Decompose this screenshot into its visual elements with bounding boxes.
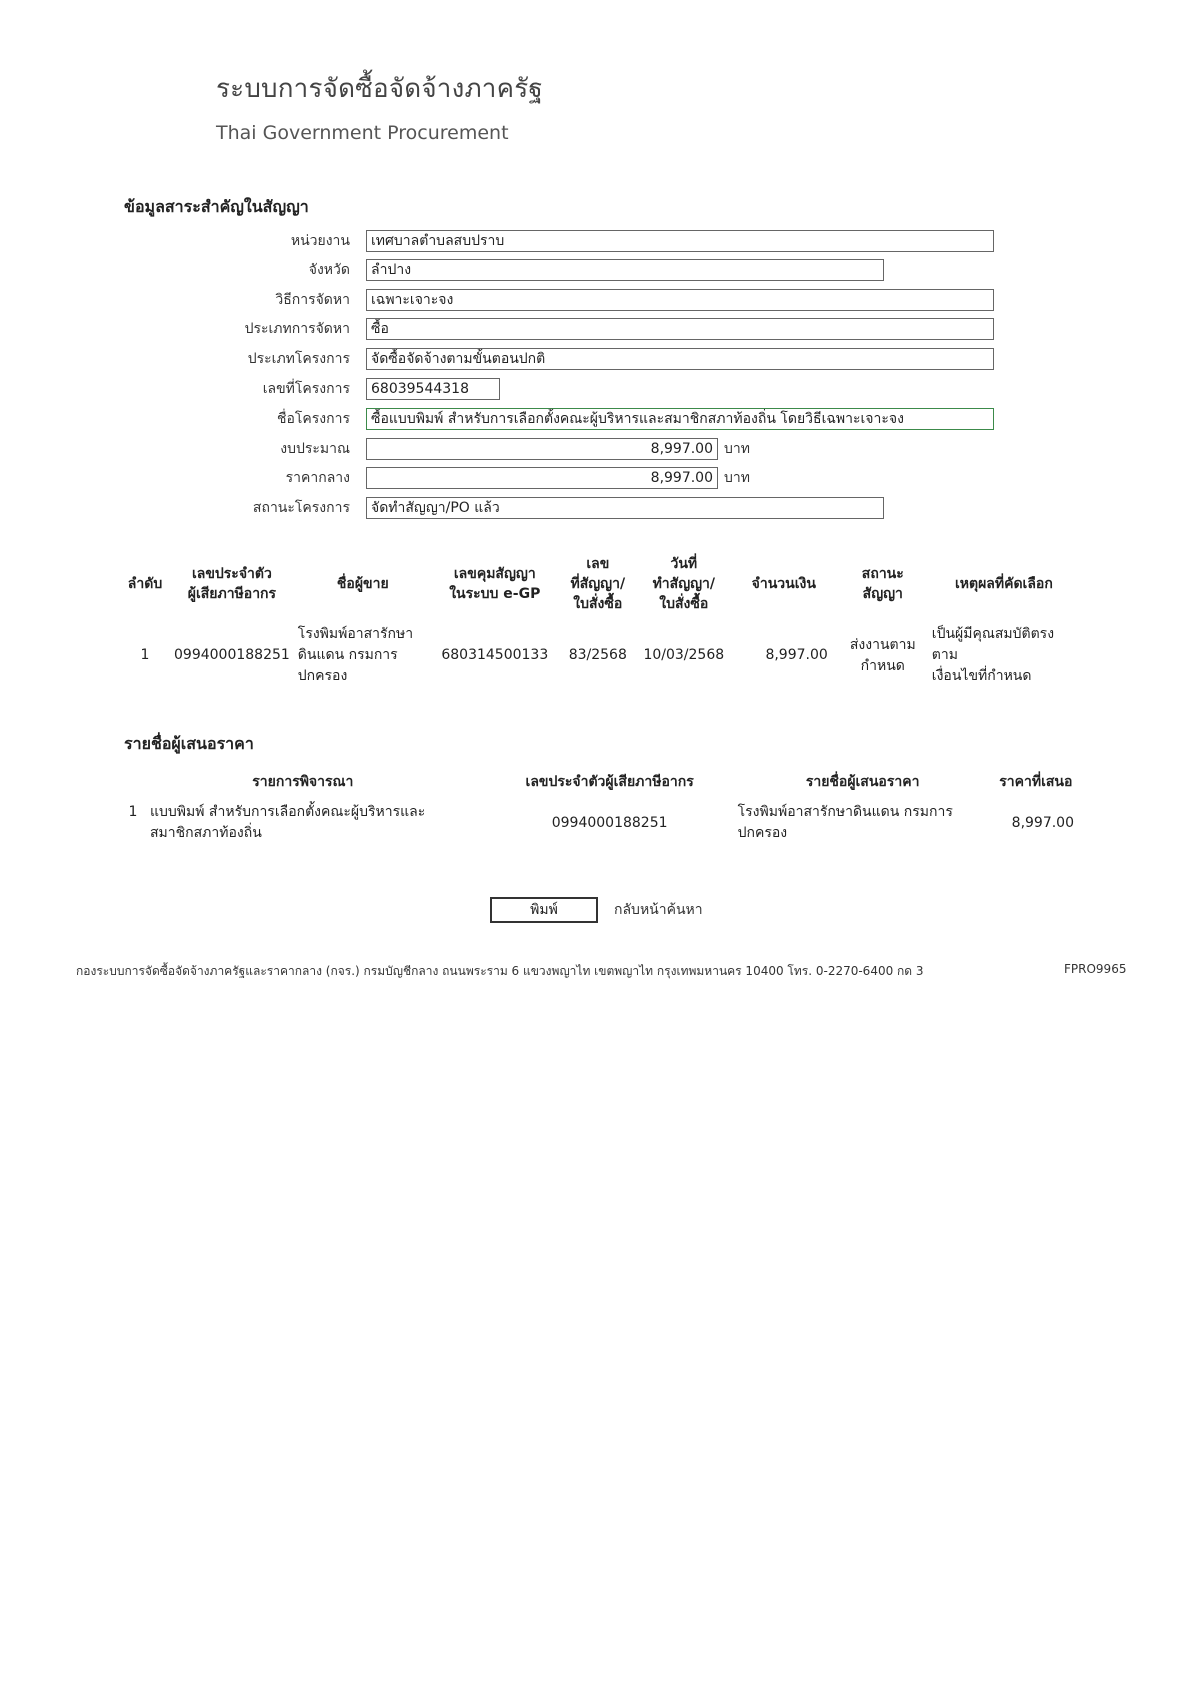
cell-contract-no: 83/2568 xyxy=(568,647,627,663)
project-type-field: จัดซื้อจัดจ้างตามขั้นตอนปกติ xyxy=(366,348,994,370)
cell-bidder-seq: 1 xyxy=(128,804,138,820)
col-amount: จำนวนเงิน xyxy=(751,576,816,592)
col-contract-date: วันที่ ทำสัญญา/ ใบสั่งซื้อ xyxy=(652,556,716,612)
province-field: ลำปาง xyxy=(366,259,884,281)
project-type-label: ประเภทโครงการ xyxy=(247,351,350,367)
col-bidder-name: รายชื่อผู้เสนอราคา xyxy=(805,774,920,790)
bidders-table xyxy=(120,768,1080,848)
method-field: เฉพาะเจาะจง xyxy=(366,289,994,311)
cell-amount: 8,997.00 xyxy=(765,647,828,663)
cell-tax-id: 0994000188251 xyxy=(174,647,290,663)
system-title-thai: ระบบการจัดซื้อจัดจ้างภาครัฐ xyxy=(216,74,543,104)
project-status-label: สถานะโครงการ xyxy=(252,500,350,516)
footer-page-code: FPRO9965 xyxy=(1064,962,1127,976)
print-button[interactable]: พิมพ์ xyxy=(490,897,598,923)
back-to-search-link[interactable]: กลับหน้าค้นหา xyxy=(614,902,703,918)
cell-contract-date: 10/03/2568 xyxy=(643,647,725,663)
table-row xyxy=(120,798,1080,848)
cell-bidder-tax-id: 0994000188251 xyxy=(551,814,668,831)
project-name-label: ชื่อโครงการ xyxy=(276,411,350,427)
project-status-field: จัดทำสัญญา/PO แล้ว xyxy=(366,497,884,519)
bidders-table-header xyxy=(120,768,1080,798)
agency-field: เทศบาลตำบลสบปราบ xyxy=(366,230,994,252)
cell-offered-price: 8,997.00 xyxy=(1011,814,1074,831)
col-tax-id: เลขประจำตัว ผู้เสียภาษีอากร xyxy=(187,566,277,602)
median-price-field: 8,997.00 xyxy=(366,467,718,489)
province-label: จังหวัด xyxy=(308,262,350,278)
cell-control-no: 680314500133 xyxy=(441,647,549,663)
cell-reason: เป็นผู้มีคุณสมบัติตรงตาม เงื่อนไขที่กำหนด xyxy=(931,626,1055,684)
method-label: วิธีการจัดหา xyxy=(275,292,350,308)
cell-bidder-name: โรงพิมพ์อาสารักษาดินแดน กรมการ ปกครอง xyxy=(737,804,953,841)
col-bidder-tax-id: เลขประจำตัวผู้เสียภาษีอากร xyxy=(525,774,694,790)
col-reason: เหตุผลที่คัดเลือก xyxy=(954,576,1053,592)
col-vendor: ชื่อผู้ขาย xyxy=(336,576,389,592)
footer-address: กองระบบการจัดซื้อจัดจ้างภาครัฐและราคากลาง (กจร.) กรมบัญชีกลาง ถนนพระราม 6 แขวงพญาไท เขตพญาไท กรุงเทพมหานคร 10400 โทร. 0-2270-6400 กด 3 xyxy=(76,964,924,978)
procure-type-field: ซื้อ xyxy=(366,318,994,340)
col-seq: ลำดับ xyxy=(127,576,163,592)
col-contract-status: สถานะ สัญญา xyxy=(861,566,904,602)
cell-contract-status: ส่งงานตาม กำหนด xyxy=(849,636,916,674)
project-number-label: เลขที่โครงการ xyxy=(262,381,350,397)
col-offered-price: ราคาที่เสนอ xyxy=(999,774,1073,790)
median-price-label: ราคากลาง xyxy=(285,470,350,486)
budget-field: 8,997.00 xyxy=(366,438,718,460)
budget-unit: บาท xyxy=(724,441,750,457)
system-title-english: Thai Government Procurement xyxy=(216,122,509,144)
cell-vendor: โรงพิมพ์อาสารักษา ดินแดน กรมการ ปกครอง xyxy=(297,626,414,684)
col-contract-no: เลข ที่สัญญา/ ใบสั่งซื้อ xyxy=(570,556,626,612)
cell-seq: 1 xyxy=(140,647,150,663)
median-price-unit: บาท xyxy=(724,470,750,486)
table-row xyxy=(120,616,1080,695)
agency-label: หน่วยงาน xyxy=(290,233,350,249)
contract-table-header xyxy=(120,552,1080,616)
procure-type-label: ประเภทการจัดหา xyxy=(244,321,350,337)
budget-label: งบประมาณ xyxy=(280,441,350,457)
project-number-field: 68039544318 xyxy=(366,378,500,400)
col-control-no: เลขคุมสัญญา ในระบบ e-GP xyxy=(449,566,541,602)
bidders-heading: รายชื่อผู้เสนอราคา xyxy=(124,734,254,753)
contract-table xyxy=(120,552,1080,695)
cell-item: แบบพิมพ์ สำหรับการเลือกตั้งคณะผู้บริหารและ สมาชิกสภาท้องถิ่น xyxy=(150,804,426,841)
col-item: รายการพิจารณา xyxy=(252,774,354,790)
project-name-field: ซื้อแบบพิมพ์ สำหรับการเลือกตั้งคณะผู้บริหารและสมาชิกสภาท้องถิ่น โดยวิธีเฉพาะเจาะจง xyxy=(366,408,994,430)
contract-info-heading: ข้อมูลสาระสำคัญในสัญญา xyxy=(124,197,309,216)
